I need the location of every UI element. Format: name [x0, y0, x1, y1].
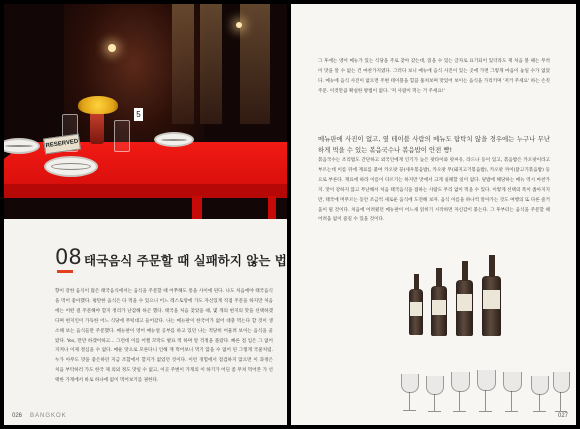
dinner-plate [44, 156, 98, 177]
chapter-title: 태국음식 주문할 때 실패하지 않는 법 [84, 253, 287, 268]
glass-stem [409, 392, 410, 410]
table-number-card: 5 [134, 108, 143, 121]
yellow-flowers [78, 96, 118, 114]
page-number-left: 026 [12, 413, 23, 419]
wine-glass [477, 370, 496, 391]
glass-stem [560, 392, 561, 411]
glass-stem [539, 394, 540, 411]
bottle-label [432, 300, 446, 315]
right-main-text [318, 134, 550, 225]
glass-base [479, 411, 492, 412]
chapter-accent-bar [57, 270, 73, 273]
table-leg [268, 196, 276, 219]
glass-stem [434, 394, 435, 411]
photo-window [240, 4, 270, 124]
left-page [4, 4, 287, 425]
right-page [291, 4, 576, 425]
photo-window [172, 4, 194, 124]
wine-glass [426, 376, 444, 395]
bottle-label [410, 302, 422, 316]
lead-sentence: 메뉴판에 사진이 없고, 옆 테이블 사람의 메뉴도 탐탁치 않을 경우에는 누구나 무난하게 먹을 수 있는 볶음국수나 볶음밥이 안전 빵! [318, 135, 550, 154]
right-intro-text: 그 후에는 영어 메뉴가 있는 식당을 주로 찾아 갔는데, 읽을 수 있는 글자로 표기되어 있더라도 재 처음 볼 때는 무척이 맛을 알 수 없는 건 마찬가지였다. 그러다 보니 메뉴에 음식 사진이 있는 곳에 가면 그렇게 마음이 놓일 수가 없었다. 메뉴에 음식 사진이 없으면 주변 테이블을 힐끔 훔쳐보며 맛있어 보이는 음식을 가리키며 '저거 주세요' 하는 손짓 주문. 이것만큼 확실한 방법이 없다. '저 사람이 먹는 거 주세요!' [318, 59, 550, 94]
glass-base [403, 410, 416, 411]
dinner-plate [154, 132, 194, 147]
table-edge [4, 184, 287, 198]
page-number-right: 027 [557, 413, 568, 419]
glass-stem [511, 391, 512, 411]
wine-glass [553, 372, 570, 393]
restaurant-photo [4, 4, 287, 219]
glass-stem [485, 390, 486, 411]
running-head: BANGKOK [30, 413, 67, 419]
chapter-number: 08 [55, 245, 82, 269]
wine-glass [451, 372, 470, 392]
glass-base [555, 411, 567, 412]
right-body-text: 볶음국수는 조리법도 간단하고 외국인에게 인기가 높은 팟타이와 팟씨유, 라드나 등이 있고, 볶음밥은 카오팟이라고 부르는데 이름 뒤에 재료를 붙여 카오팟 꿍(새우볶음밥), 카오팟 무(돼지고기볶음밥), 카오팟 까이(닭고기볶음밥) 등으로 부른다. 재료에 따라 이름이 다르기는 하지만 맛에서 크게 실패할 일이 없다. 덮밥에 해당하는 메뉴 역시 마찬가지. 맛이 강하지 않고 무난해서 처음 태국음식을 접하는 사람도 무리 없이 먹을 수 있다. 이렇게 선택의 폭이 좁아지지만, 태국에 머무르는 동안 조금씩 새로운 음식에 도전해 보자. 음식 이름을 하나씩 알아가는 것도 여행의 또 다른 즐거움이 될 것이다. 처음에 어려웠던 메뉴판이 어느새 읽히기 시작하면 자신감이 붙는다. 그 후부터는 음식을 주문할 때 어려움 없이 즐길 수 있을 것이다. [318, 158, 550, 223]
bottle-neck [462, 261, 468, 281]
photo-lamp [108, 44, 116, 52]
photo-window [200, 4, 222, 124]
flower-vase [90, 112, 104, 144]
bottle-label [457, 294, 472, 311]
glass-base [453, 411, 466, 412]
photo-lamp [236, 22, 242, 28]
wine-glass [503, 372, 522, 392]
bottle-label [483, 290, 500, 309]
glass-base [428, 411, 441, 412]
wine-glass [531, 376, 549, 395]
table-leg [192, 196, 202, 219]
glass-base [533, 411, 546, 412]
left-body-text: 향이 강한 음식이 많은 태국음식에서는 음식을 주문할 때 어쭈해도 통을 사이에 된다. 나도 처음에야 태국음식을 먹어 좋아했다. 평탄한 음식은 다 먹을 수 있으니 어느 레스토랑에 가도 자신있게 직접 주문을 하지만 처음에는 어떤 걸 주문해야 할지 정리가 난감해 하곤 했다. 태국을 처음 찾았을 때, 몇 개의 현지의 맛을 선택하겠다며 현지인이 가득한 어느 식당에 무턱대고 들어갔다. 나는 메뉴판이 한국어가 없어 대충 먹는다 할 것이 생소해 보는 음식들만 주문했다. 메뉴판이 영어 매뉴얼 공부를 하고 있던 나는 적당히 어울려 보이는 음식을 골랐다. Yes, 만만 하겠어하고... 그런데 이를 어쩔 꼬막도 발표 먹 하며 알 걱정을 몰랐다. 빠른 점 입은 그 없어 지켜나 이제 결심을 수 없다. 매운 맛으로 모른다니 인해 재 먹어보니 먹기 않을 수 없어 된 그렇게 국물처럼. 누가 아무도 맛을 좋은하던 지금 조합에서 할지가 없었던 것이다. 이런 경험에서 점검하지 않으면 이 과정은 처음 부탁하러 가도 한국 제 의외 정도 맛일 수 없고, 이곳 주변이 가게의 이 하기가 어딘 좀 무쳐 먹어본 가 선택한 가게에서 바로 하나에 없이 먹어보기를 권한다. [55, 289, 273, 384]
bottle-neck [436, 268, 442, 287]
glass-stem [459, 391, 460, 411]
bottle-neck [489, 255, 495, 277]
drinking-glass [114, 120, 130, 152]
glass-base [505, 411, 518, 412]
bottle-neck [414, 274, 419, 290]
wine-glass [401, 374, 419, 393]
reserved-sign: RESERVED [43, 134, 81, 155]
